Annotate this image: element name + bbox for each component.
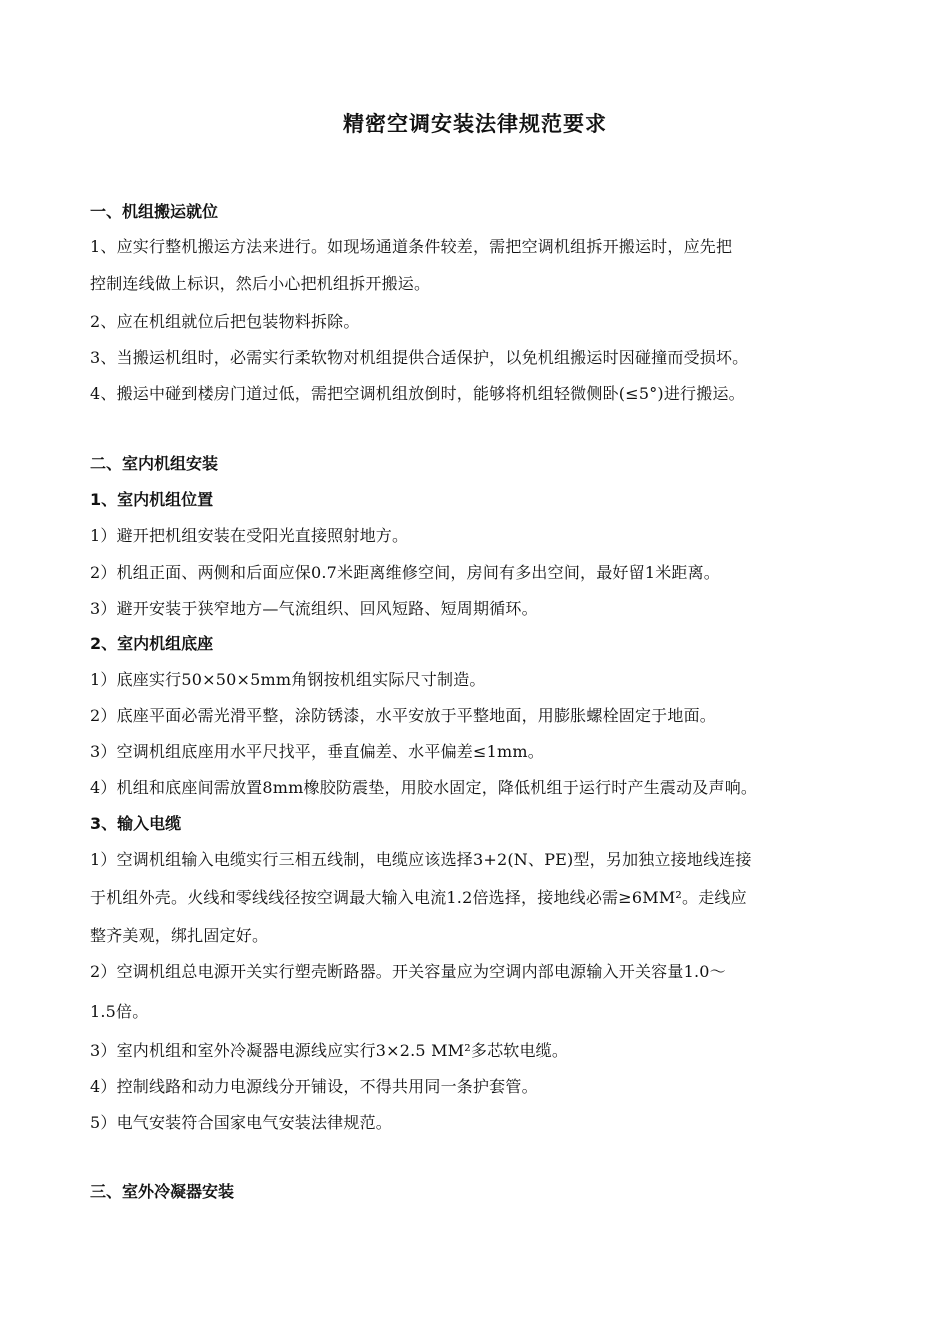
paragraph-line: 于机组外壳。火线和零线线径按空调最大输入电流1.2倍选择，接地线必需≥6MM²。走线应 [90,888,747,907]
paragraph-line: 3）避开安装于狭窄地方—气流组织、回风短路、短周期循环。 [90,599,538,618]
section-heading: 1、室内机组位置 [90,490,214,509]
paragraph-line: 2）空调机组总电源开关实行塑壳断路器。开关容量应为空调内部电源输入开关容量1.0～ [90,962,726,981]
paragraph-line: 2、应在机组就位后把包装物料拆除。 [90,312,360,331]
paragraph-line: 1）避开把机组安装在受阳光直接照射地方。 [90,526,409,545]
paragraph-line: 1）底座实行50×50×5mm角钢按机组实际尺寸制造。 [90,670,486,689]
paragraph-line: 1）空调机组输入电缆实行三相五线制，电缆应该选择3+2(N、PE)型，另加独立接地线连接 [90,850,752,869]
section-heading: 三、室外冷凝器安装 [90,1182,235,1201]
paragraph-line: 4）控制线路和动力电源线分开铺设，不得共用同一条护套管。 [90,1077,538,1096]
paragraph-line: 2）底座平面必需光滑平整，涂防锈漆，水平安放于平整地面，用膨胀螺栓固定于地面。 [90,706,716,725]
section-heading: 二、室内机组安装 [90,454,219,473]
paragraph-line: 5）电气安装符合国家电气安装法律规范。 [90,1113,392,1132]
document-title: 精密空调安装法律规范要求 [343,112,607,136]
paragraph-line: 3、当搬运机组时，必需实行柔软物对机组提供合适保护，以免机组搬运时因碰撞而受损坏。 [90,348,749,367]
section-heading: 2、室内机组底座 [90,634,214,653]
paragraph-line: 1、应实行整机搬运方法来进行。如现场通道条件较差，需把空调机组拆开搬运时，应先把 [90,237,733,256]
section-heading: 一、机组搬运就位 [90,202,219,221]
paragraph-line: 4、搬运中碰到楼房门道过低，需把空调机组放倒时，能够将机组轻微侧卧(≤5°)进行搬运。 [90,384,745,403]
paragraph-line: 3）空调机组底座用水平尺找平，垂直偏差、水平偏差≤1mm。 [90,742,544,761]
paragraph-line: 3）室内机组和室外冷凝器电源线应实行3×2.5 MM²多芯软电缆。 [90,1041,569,1060]
paragraph-line: 控制连线做上标识，然后小心把机组拆开搬运。 [90,274,431,293]
paragraph-line: 1.5倍。 [90,1002,149,1021]
paragraph-line: 整齐美观，绑扎固定好。 [90,926,269,945]
paragraph-line: 4）机组和底座间需放置8mm橡胶防震垫，用胶水固定，降低机组于运行时产生震动及声响。 [90,778,758,797]
section-heading: 3、输入电缆 [90,814,182,833]
paragraph-line: 2）机组正面、两侧和后面应保0.7米距离维修空间，房间有多出空间，最好留1米距离。 [90,563,721,582]
